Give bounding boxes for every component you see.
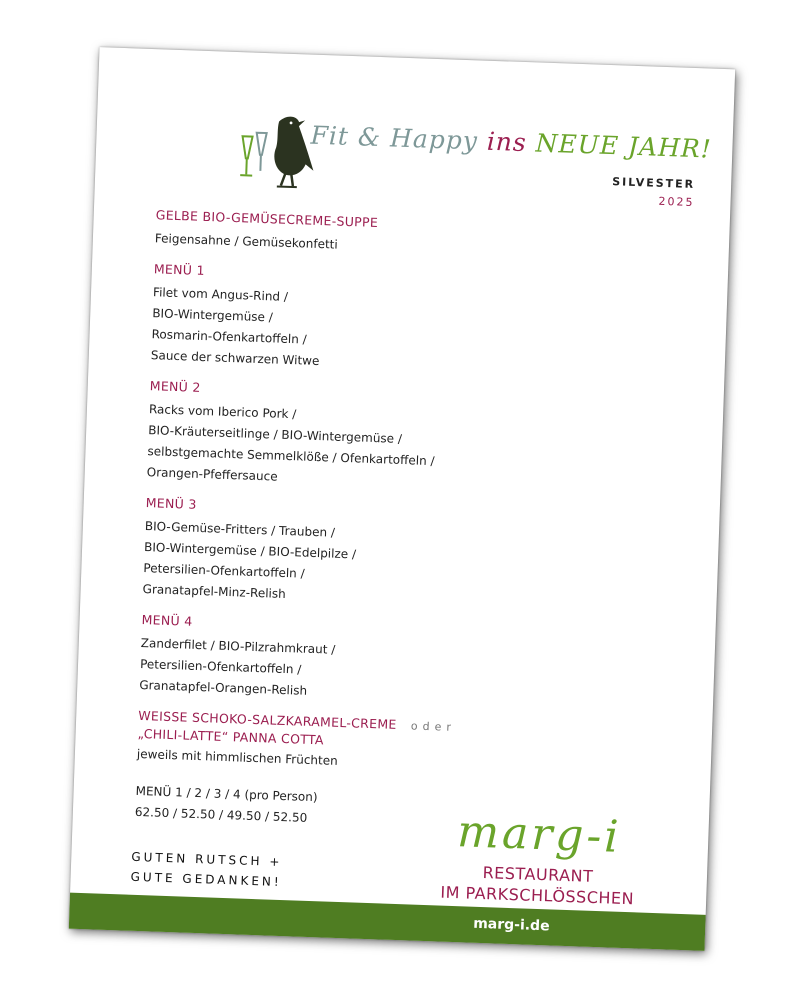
soup-title: GELBE BIO-GEMÜSECREME-SUPPE — [155, 207, 379, 230]
menu-item: jeweils mit himmlischen Früchten — [136, 746, 338, 768]
dessert-section — [137, 708, 659, 783]
dessert-title-2: „CHILI-LATTE“ PANNA COTTA — [137, 725, 325, 748]
crow-with-glasses-icon — [235, 110, 318, 193]
menu-item: BIO-Wintergemüse / — [152, 306, 274, 325]
menu-4-section — [139, 612, 662, 714]
logo-line-2: IM PARKSCHLÖSSCHEN — [440, 882, 635, 909]
menu-1-section — [150, 261, 673, 384]
menu-item: Petersilien-Ofenkartoffeln / — [143, 561, 305, 581]
menu-4-title: MENÜ 4 — [141, 611, 193, 629]
event-subtitle: SILVESTER — [612, 175, 696, 192]
logo-line-1: RESTAURANT — [482, 863, 594, 886]
farewell — [130, 847, 282, 892]
logo-script: marg-i — [456, 806, 623, 863]
menu-3-title: MENÜ 3 — [145, 495, 197, 512]
menu-item: BIO-Kräuterseitlinge / BIO-Wintergemüse / — [148, 423, 403, 446]
menu-2-title: MENÜ 2 — [149, 378, 201, 395]
menu-item: BIO-Gemüse-Fritters / Trauben / — [144, 519, 336, 540]
tagline-part2: ins — [486, 126, 528, 158]
footer-url: marg-i.de — [472, 915, 550, 935]
soup-section — [155, 207, 676, 267]
menu-list — [135, 207, 676, 841]
farewell-line-2: GUTE GEDANKEN! — [130, 869, 282, 890]
prices-label: MENÜ 1 / 2 / 3 / 4 (pro Person) — [135, 783, 318, 805]
tagline-part3: NEUE JAHR! — [535, 128, 713, 164]
menu-1-title: MENÜ 1 — [153, 261, 206, 278]
header — [234, 110, 713, 216]
tagline — [310, 121, 712, 164]
dessert-title-1-text: WEISSE SCHOKO-SALZKARAMEL-CREME — [138, 707, 397, 732]
menu-item: Racks vom Iberico Pork / — [148, 402, 297, 422]
menu-item: Petersilien-Ofenkartoffeln / — [139, 656, 302, 677]
menu-sheet — [69, 47, 735, 951]
event-year: 2025 — [658, 194, 695, 210]
menu-item: Zanderfilet / BIO-Pilzrahmkraut / — [140, 635, 336, 657]
menu-item: Sauce der schwarzen Witwe — [150, 348, 320, 369]
farewell-line-1: GUTEN RUTSCH + — [131, 849, 283, 870]
menu-3-section — [142, 495, 665, 618]
dessert-or: oder — [410, 719, 457, 735]
menu-item: BIO-Wintergemüse / BIO-Edelpilze / — [143, 540, 357, 562]
menu-item: Feigensahne / Gemüsekonfetti — [154, 231, 338, 252]
menu-item: Rosmarin-Ofenkartoffeln / — [151, 327, 307, 347]
tagline-part1: Fit & Happy — [310, 120, 479, 156]
prices-values: 62.50 / 52.50 / 49.50 / 52.50 — [134, 804, 308, 825]
menu-item: Granatapfel-Orangen-Relish — [139, 677, 308, 698]
menu-item: selbstgemachte Semmelklöße / Ofenkartoffeln / — [147, 444, 435, 469]
menu-item: Granatapfel-Minz-Relish — [142, 582, 286, 601]
menu-2-section — [146, 378, 669, 501]
menu-item: Orangen-Pfeffersauce — [146, 465, 278, 484]
menu-item: Filet vom Angus-Rind / — [152, 285, 289, 304]
